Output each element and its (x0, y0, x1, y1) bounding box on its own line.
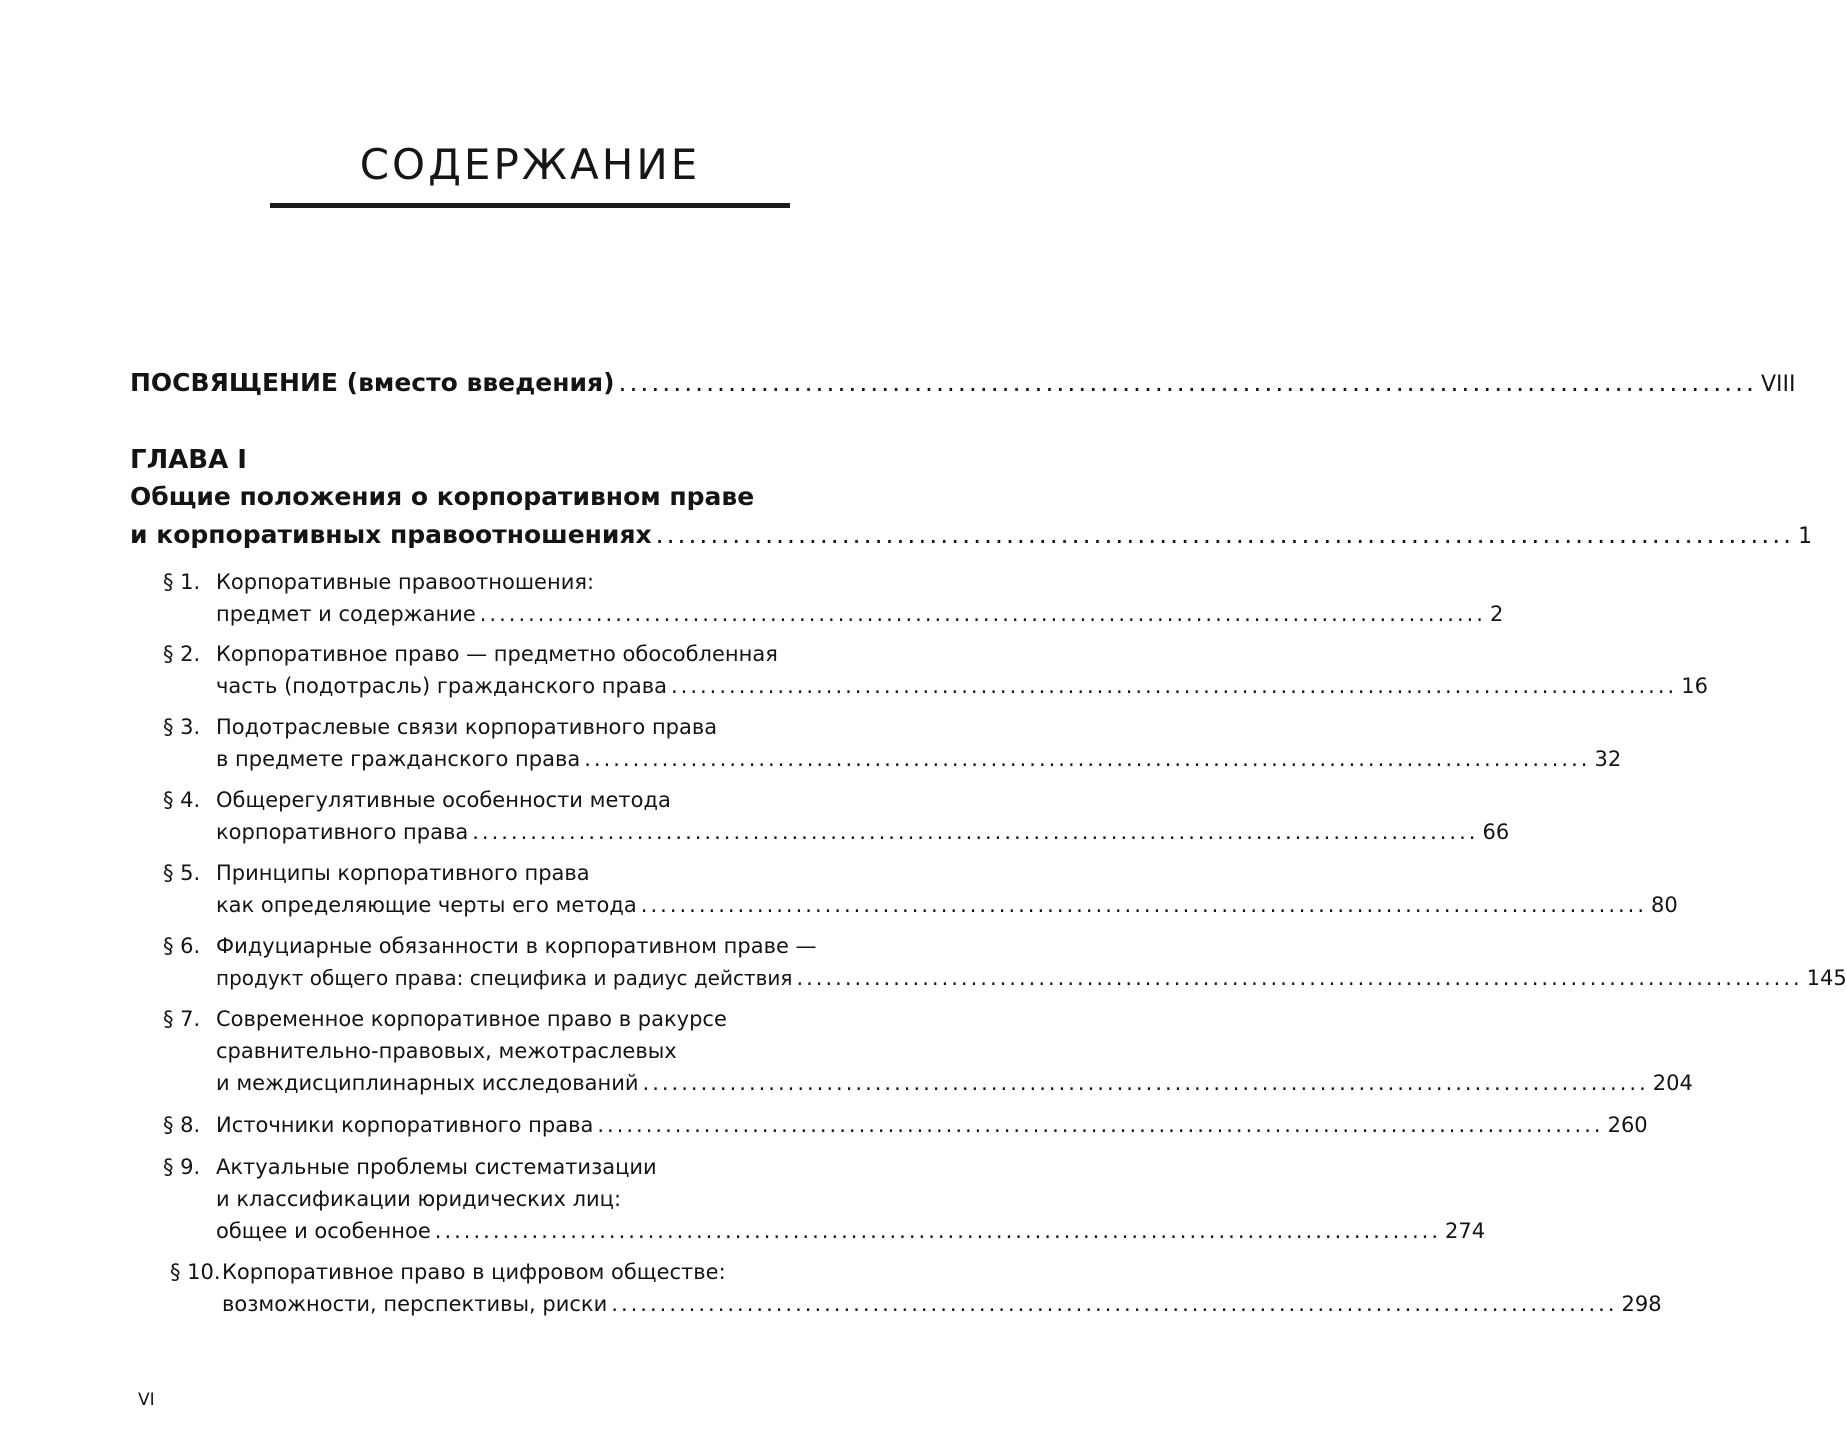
leader-dots: ........................................................................................................ (584, 747, 1591, 771)
chapter-title-line: и корпоративных правоотношениях (130, 520, 652, 549)
section-title-line[interactable]: Подотраслевые связи корпоративного права (216, 715, 718, 739)
section-title-line[interactable]: Общерегулятивные особенности метода (216, 788, 671, 812)
toc-page-number: 274 (1445, 1219, 1486, 1243)
section-title-line: часть (подотрасль) гражданского права (216, 674, 667, 698)
leader-dots: ........................................................................................................ (479, 602, 1486, 626)
chapter-label: ГЛАВА I (130, 445, 247, 475)
section-number: § 9. (163, 1155, 201, 1179)
toc-entry-section[interactable] (216, 893, 1678, 917)
toc-entry-section[interactable] (216, 674, 1708, 698)
section-title-line: общее и особенное (216, 1219, 431, 1243)
chapter-title-line: Общие положения о корпоративном праве (130, 482, 755, 511)
toc-entry-text: ПОСВЯЩЕНИЕ (вместо введения) (130, 368, 615, 397)
section-title-line[interactable]: и классификации юридических лиц: (216, 1187, 622, 1211)
toc-page-number: 16 (1681, 674, 1708, 698)
toc-entry-section[interactable] (216, 747, 1622, 771)
section-number: § 6. (163, 934, 201, 958)
leader-dots: ........................................................................................................ (796, 966, 1803, 990)
section-title-line[interactable]: Современное корпоративное право в ракурсе (216, 1007, 727, 1031)
section-number: § 3. (163, 715, 201, 739)
section-title-line: корпоративного права (216, 820, 469, 844)
section-title-line: как определяющие черты его метода (216, 893, 637, 917)
leader-dots: ........................................................................................................ (472, 820, 1479, 844)
toc-entry-section[interactable] (216, 820, 1510, 844)
toc-page-number: 80 (1651, 893, 1678, 917)
title-underline (270, 203, 790, 208)
section-title-line[interactable]: сравнительно-правовых, межотраслевых (216, 1039, 677, 1063)
toc-page-number: 66 (1482, 820, 1510, 844)
section-number: § 5. (163, 861, 201, 885)
toc-page-number: 298 (1621, 1292, 1662, 1316)
section-title-line: возможности, перспективы, риски (222, 1292, 608, 1316)
toc-entry-chapter[interactable] (130, 520, 1813, 549)
section-title-line: Источники корпоративного права (216, 1113, 594, 1137)
section-number: § 8. (163, 1113, 201, 1137)
toc-entry-section[interactable] (216, 966, 1847, 990)
toc-page-number: 145 (1806, 966, 1847, 990)
toc-page-number: VIII (1760, 372, 1796, 397)
section-title-line[interactable]: Фидуциарные обязанности в корпоративном праве — (216, 934, 817, 958)
leader-dots: ........................................................................................................ (597, 1113, 1604, 1137)
toc-page-number: 1 (1798, 524, 1813, 549)
section-title-line[interactable]: Корпоративные правоотношения: (216, 570, 595, 594)
leader-dots: ........................................................................................................ (618, 368, 1757, 397)
leader-dots: ........................................................................................................ (434, 1219, 1441, 1243)
section-title-line: и междисциплинарных исследований (216, 1071, 639, 1095)
toc-page-number: 2 (1489, 602, 1504, 626)
section-number: § 10. (170, 1260, 221, 1284)
toc-entry-section[interactable] (216, 1219, 1486, 1243)
toc-entry-dedication[interactable] (130, 368, 1796, 397)
section-title-line: в предмете гражданского права (216, 747, 581, 771)
leader-dots: ........................................................................................................ (611, 1292, 1618, 1316)
section-title-line[interactable]: Принципы корпоративного права (216, 861, 590, 885)
section-number: § 2. (163, 642, 201, 666)
toc-entry-section[interactable] (216, 602, 1504, 626)
toc-page-number: 204 (1652, 1071, 1693, 1095)
section-title-line[interactable]: Корпоративное право в цифровом обществе: (222, 1260, 726, 1284)
leader-dots: ........................................................................................................ (642, 1071, 1649, 1095)
leader-dots: ........................................................................................................ (655, 520, 1795, 549)
section-title-line: продукт общего права: специфика и радиус действия (216, 966, 793, 990)
section-title-line[interactable]: Актуальные проблемы систематизации (216, 1155, 657, 1179)
toc-entry-section[interactable] (222, 1292, 1662, 1316)
page-number-footer: VI (138, 1390, 155, 1410)
section-number: § 4. (163, 788, 201, 812)
toc-title: СОДЕРЖАНИЕ (359, 140, 701, 189)
section-title-line[interactable]: Корпоративное право — предметно обособленная (216, 642, 778, 666)
section-number: § 7. (163, 1007, 201, 1031)
toc-page-number: 260 (1607, 1113, 1648, 1137)
section-title-line: предмет и содержание (216, 602, 476, 626)
leader-dots: ........................................................................................................ (670, 674, 1678, 698)
toc-entry-section[interactable] (216, 1071, 1693, 1095)
section-number: § 1. (163, 570, 201, 594)
toc-entry-section[interactable] (216, 1113, 1648, 1137)
toc-page-number: 32 (1594, 747, 1622, 771)
leader-dots: ........................................................................................................ (640, 893, 1648, 917)
